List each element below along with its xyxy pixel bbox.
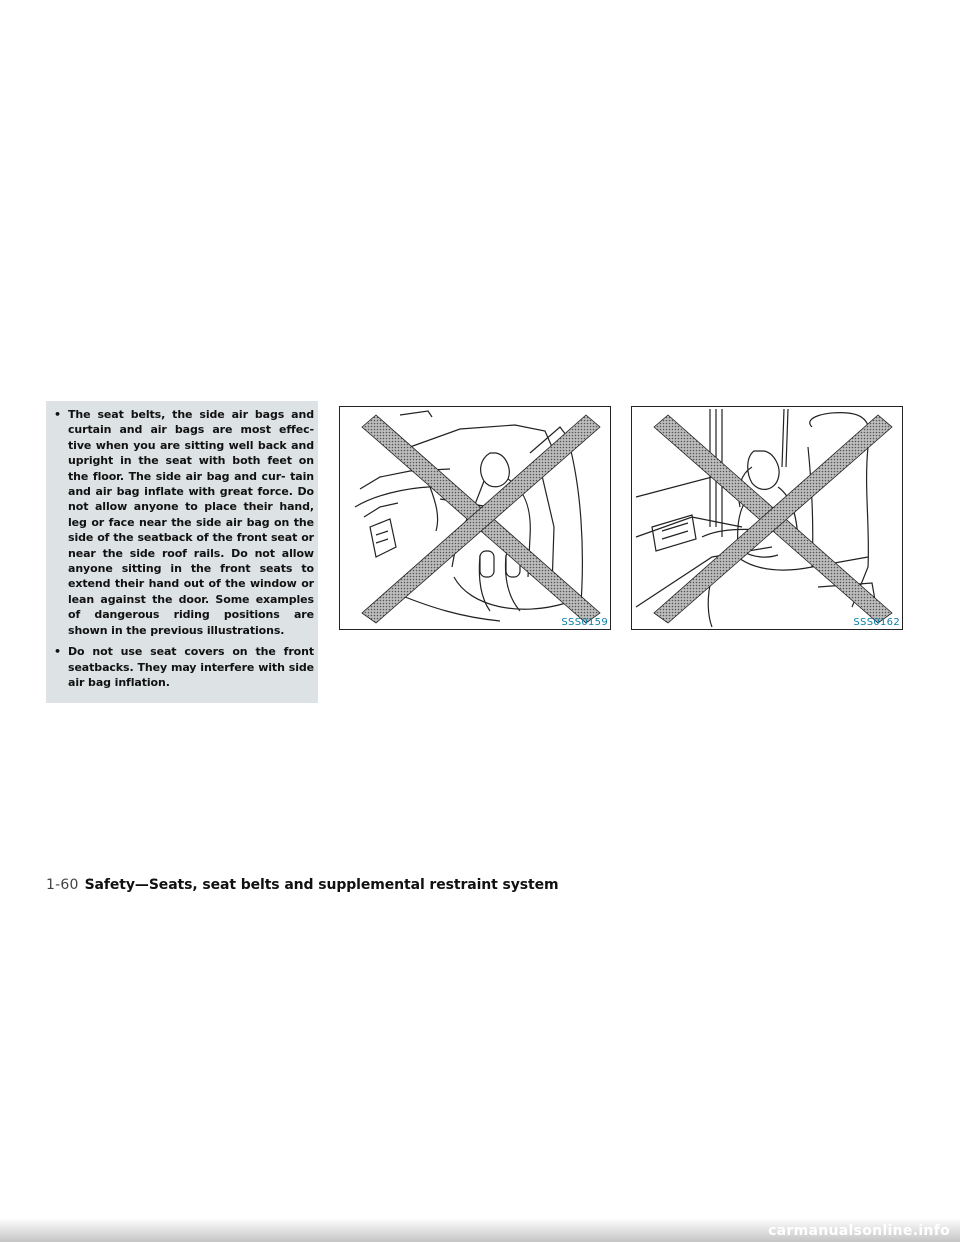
warning-item xyxy=(54,644,314,690)
bullet: • xyxy=(54,408,61,421)
warning-text: Do not use seat covers on the front seatbacks. They may interfere with side air bag inflation. xyxy=(68,645,314,689)
figure-passenger-leaning xyxy=(631,406,903,630)
page-footer xyxy=(46,877,559,893)
figure-code: SSS0159 xyxy=(561,617,608,628)
bullet: • xyxy=(54,645,61,659)
section-title: Safety—Seats, seat belts and supplemental restraint system xyxy=(84,877,559,893)
warning-box xyxy=(46,401,318,703)
illustration-driver-leaning xyxy=(340,407,610,629)
figure-code: SSS0162 xyxy=(853,617,900,628)
watermark-bar xyxy=(0,1218,960,1242)
figure-driver-leaning xyxy=(339,406,611,630)
warning-text: The seat belts, the side air bags and curtain and air bags are most effec- tive when you are sitting well back and upright in the seat with both feet on the floor. The side air bag and cur- tain and air bag inflate with great force. Do not allow anyone to place their hand, leg or face near the side air bag on the side of the seatback of the front seat or near the side roof rails. Do not allow anyone sitting in the front seats to extend their hand out of the window or lean against the door. Some examples of dangerous riding positions are shown in the previous illustrations. xyxy=(68,408,314,637)
illustration-passenger-leaning xyxy=(632,407,902,629)
page-number: 1-60 xyxy=(46,877,79,893)
warning-item xyxy=(54,407,314,638)
watermark-text[interactable]: carmanualsonline.info xyxy=(768,1223,950,1239)
